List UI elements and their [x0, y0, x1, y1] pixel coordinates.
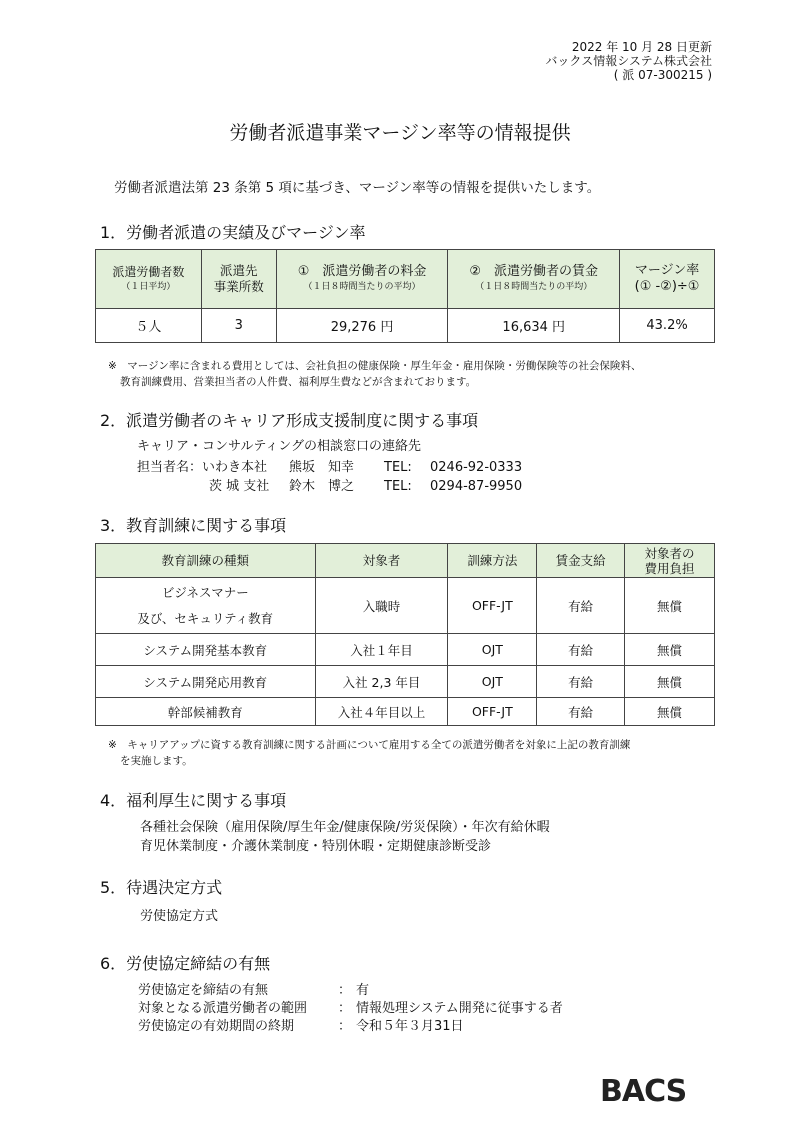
training-note [108, 737, 728, 769]
training-type: システム開発基本教育 [96, 634, 316, 666]
contact-tel-ibaraki: 0294-87-9950 [430, 479, 523, 494]
tel-label: TEL: [384, 479, 412, 494]
header-training-type: 教育訓練の種類 [96, 544, 316, 578]
training-type: ビジネスマナー 及び、セキュリティ教育 [96, 578, 316, 634]
page-title: 労働者派遣事業マージン率等の情報提供 [229, 122, 571, 144]
training-target: 入職時 [315, 578, 448, 634]
contact-row-1 [137, 459, 617, 477]
training-type: 幹部候補教育 [96, 698, 316, 726]
separator: ： [338, 1019, 352, 1034]
header-cost: 対象者の 費用負担 [625, 544, 715, 578]
training-method: OFF-JT [448, 578, 537, 634]
section3-heading: 3．教育訓練に関する事項 [100, 516, 287, 535]
training-method: OJT [448, 666, 537, 698]
section5-heading: 5．待遇決定方式 [100, 878, 223, 897]
training-table-header [96, 544, 715, 578]
training-cost: 無償 [625, 578, 715, 634]
training-target: 入社 2,3 年目 [315, 666, 448, 698]
training-cost: 無償 [625, 634, 715, 666]
table-row [96, 666, 715, 698]
training-type: システム開発応用教育 [96, 666, 316, 698]
contact-name-kumasaka: 熊坂 知幸 [289, 460, 355, 475]
license-number: ( 派 07-300215 ) [613, 68, 712, 82]
header-wage: ② 派遣労働者の賃金 （１日８時間当たりの平均） [448, 250, 620, 309]
margin-table [95, 249, 715, 343]
training-cost: 無償 [625, 698, 715, 726]
agreement-label: 労使協定を締結の有無 [138, 983, 269, 998]
update-date: 2022 年 10 月 28 日更新 [571, 40, 712, 54]
section4-heading: 4．福利厚生に関する事項 [100, 791, 287, 810]
contact-office-ibaraki: 茨 城 支社 [209, 479, 270, 494]
training-cost: 無償 [625, 666, 715, 698]
header-pay: 賃金支給 [537, 544, 625, 578]
table-row [96, 698, 715, 726]
tel-label: TEL: [384, 460, 412, 475]
contact-tel-iwaki: 0246-92-0333 [430, 460, 523, 475]
margin-note-line2: 教育訓練費用、営業担当者の人件費、福利厚生費などが含まれております。 [120, 376, 477, 388]
contact-office-iwaki: いわき本社 [202, 460, 268, 475]
career-contact-intro: キャリア・コンサルティングの相談窓口の連絡先 [137, 439, 422, 454]
training-pay: 有給 [537, 698, 625, 726]
training-pay: 有給 [537, 578, 625, 634]
training-method: OJT [448, 634, 537, 666]
header-target: 対象者 [315, 544, 448, 578]
section2-heading: 2．派遣労働者のキャリア形成支援制度に関する事項 [100, 411, 479, 430]
training-method: OFF-JT [448, 698, 537, 726]
separator: ： [338, 1001, 352, 1016]
training-note-line2: を実施します。 [120, 755, 193, 767]
list-item [138, 1000, 618, 1018]
value-margin: 43.2% [620, 309, 715, 343]
agreement-list [138, 982, 618, 1042]
welfare-line2: 育児休業制度・介護休業制度・特別休暇・定期健康診断受診 [140, 839, 492, 854]
header-sites: 派遣先 事業所数 [201, 250, 276, 309]
training-pay: 有給 [537, 634, 625, 666]
value-wage: 16,634 円 [448, 309, 620, 343]
section1-heading: 1．労働者派遣の実績及びマージン率 [100, 223, 366, 242]
margin-table-header [96, 250, 715, 309]
training-target: 入社１年目 [315, 634, 448, 666]
training-table [95, 543, 715, 726]
margin-note-line1: ※ マージン率に含まれる費用としては、会社負担の健康保険・厚生年金・雇用保険・労働保険等の社会保険料、 [108, 360, 642, 372]
agreement-value: 令和５年３月31日 [356, 1019, 464, 1034]
value-workers: ５人 [96, 309, 202, 343]
value-fee: 29,276 円 [276, 309, 448, 343]
value-sites: 3 [201, 309, 276, 343]
header-method: 訓練方法 [448, 544, 537, 578]
training-note-line1: ※ キャリアアップに資する教育訓練に関する計画について雇用する全ての派遣労働者を対象に上記の教育訓練 [108, 739, 631, 751]
contact-prefix: 担当者名： [137, 460, 203, 475]
header-margin: マージン率 (① -②)÷① [620, 250, 715, 309]
agreement-value: 有 [356, 983, 370, 998]
section6-heading: 6．労使協定締結の有無 [100, 954, 271, 973]
margin-table-row [96, 309, 715, 343]
treatment-method: 労使協定方式 [140, 909, 219, 924]
list-item [138, 982, 618, 1000]
margin-note [108, 358, 728, 390]
intro-text: 労働者派遣法第 23 条第 5 項に基づき、マージン率等の情報を提供いたします。 [114, 180, 601, 196]
contact-name-suzuki: 鈴木 博之 [289, 479, 355, 494]
separator: ： [338, 983, 352, 998]
welfare-line1: 各種社会保険（雇用保険/厚生年金/健康保険/労災保険）・年次有給休暇 [140, 820, 550, 835]
company-name: バックス情報システム株式会社 [545, 54, 712, 68]
training-pay: 有給 [537, 666, 625, 698]
company-logo: BACS [600, 1074, 687, 1109]
agreement-value: 情報処理システム開発に従事する者 [356, 1001, 563, 1016]
training-target: 入社４年目以上 [315, 698, 448, 726]
list-item [138, 1018, 618, 1036]
table-row [96, 578, 715, 634]
agreement-label: 労使協定の有効期間の終期 [138, 1019, 295, 1034]
table-row [96, 634, 715, 666]
agreement-label: 対象となる派遣労働者の範囲 [138, 1001, 308, 1016]
header-workers: 派遣労働者数 （１日平均） [96, 250, 202, 309]
header-fee: ① 派遣労働者の料金 （１日８時間当たりの平均） [276, 250, 448, 309]
document-header [545, 40, 712, 82]
